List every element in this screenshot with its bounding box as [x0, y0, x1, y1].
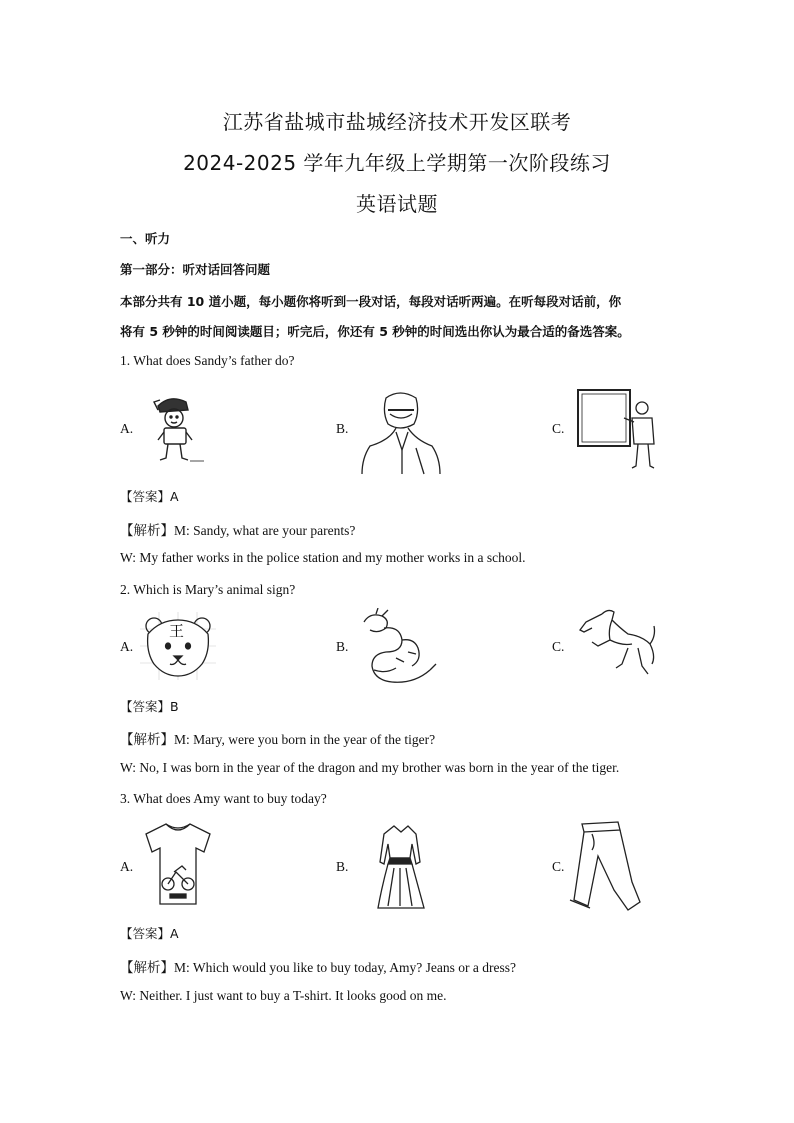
q1-option-a-label: A. [120, 421, 134, 436]
q1-answer: 【答案】A [120, 489, 179, 504]
tshirt-icon [140, 820, 216, 908]
section-title: 一、听力 [120, 231, 171, 246]
question-2: 2. Which is Mary’s animal sign? [120, 582, 296, 597]
q3-option-b-label: B. [336, 859, 349, 874]
q3-analysis: 【解析】M: Which would you like to buy today, Amy? Jeans or a dress? [120, 960, 516, 975]
q2-dialog: W: No, I was born in the year of the dragon and my brother was born in the year of the tiger. [120, 760, 620, 775]
q2-answer: 【答案】B [120, 699, 179, 714]
exam-title-line1: 江苏省盐城市盐城经济技术开发区联考 [222, 110, 572, 134]
police-officer-icon [146, 392, 206, 464]
q2-analysis: 【解析】M: Mary, were you born in the year of the tiger? [120, 732, 436, 747]
horse-icon [572, 606, 658, 680]
q1-analysis: 【解析】M: Sandy, what are your parents? [120, 523, 356, 538]
q3-option-a-label: A. [120, 859, 134, 874]
dragon-icon [356, 608, 438, 688]
tiger-icon [140, 612, 216, 680]
instruction-line2: 将有 5 秒钟的时间阅读题目；听完后，你还有 5 秒钟的时间选出你认为最合适的备选答案。 [120, 324, 630, 339]
q3-option-c-label: C. [552, 859, 565, 874]
dress-icon [376, 822, 426, 912]
q3-answer: 【答案】A [120, 926, 179, 941]
q1-dialog: W: My father works in the police station and my mother works in a school. [120, 550, 526, 565]
q2-option-a-label: A. [120, 639, 134, 654]
doctor-icon [360, 388, 444, 476]
question-1: 1. What does Sandy’s father do? [120, 353, 295, 368]
tiger-mark: 王 [169, 622, 185, 640]
instruction-line1: 本部分共有 10 道小题，每小题你将听到一段对话，每段对话听两遍。在听每段对话前，你 [120, 294, 622, 309]
q2-option-b-label: B. [336, 639, 349, 654]
exam-title-line3: 英语试题 [356, 192, 438, 216]
jeans-icon [568, 820, 654, 912]
question-3: 3. What does Amy want to buy today? [120, 791, 327, 806]
part-title: 第一部分：听对话回答问题 [120, 262, 271, 277]
teacher-icon [576, 388, 660, 470]
q3-dialog: W: Neither. I just want to buy a T-shirt. It looks good on me. [120, 988, 447, 1003]
q1-option-b-label: B. [336, 421, 349, 436]
q1-option-c-label: C. [552, 421, 565, 436]
exam-title-line2: 2024-2025 学年九年级上学期第一次阶段练习 [183, 151, 611, 175]
q2-option-c-label: C. [552, 639, 565, 654]
